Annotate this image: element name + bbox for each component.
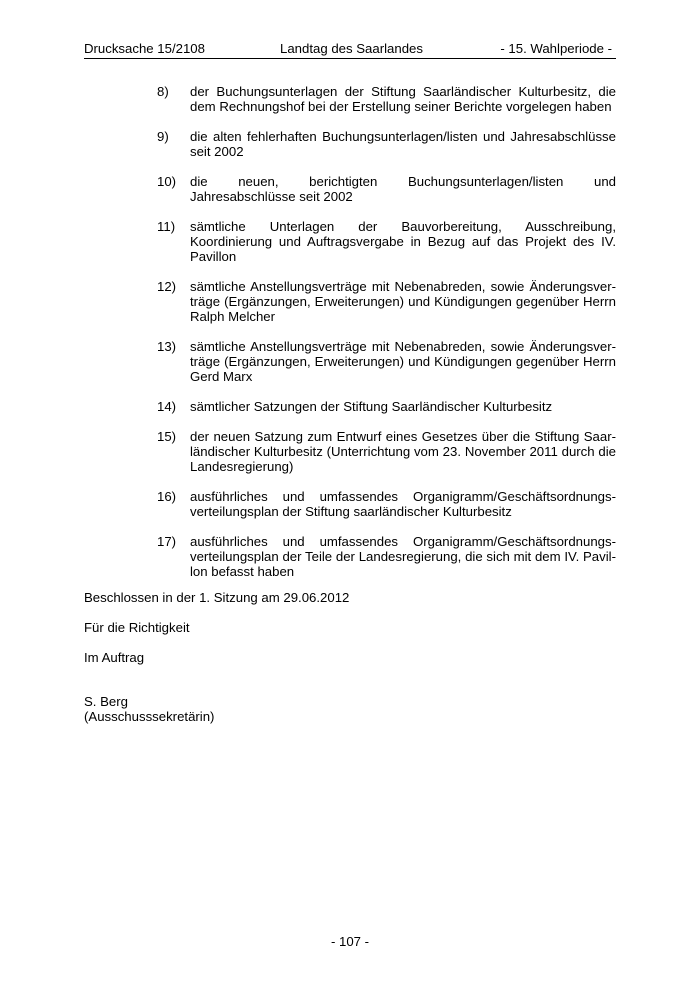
list-item-number: 15) <box>157 429 177 444</box>
list-item <box>157 129 616 159</box>
list-item-number: 14) <box>157 399 177 414</box>
page-number: - 107 - <box>330 934 370 949</box>
list-item-number: 17) <box>157 534 177 549</box>
legislative-period: - 15. Wahlperiode - <box>500 41 612 56</box>
list-item-text: ausführliches und umfassendes Organigramm/Geschäftsordnungsverteilungsplan der Stiftung saarländischer Kulturbesitz <box>190 489 616 519</box>
list-item-number: 13) <box>157 339 177 354</box>
list-item <box>157 174 616 204</box>
signatory-role: (Ausschusssekretärin) <box>84 709 215 724</box>
list-item <box>157 489 616 519</box>
list-item <box>157 84 616 114</box>
list-item-text: sämtliche Anstellungsverträge mit Nebenabreden, sowie Änderungsverträge (Ergänzungen, Erweiterungen) und Kündigungen gegenüber Herrn Ralph Melcher <box>190 279 616 324</box>
list-item-number: 8) <box>157 84 169 99</box>
list-item-number: 16) <box>157 489 177 504</box>
signatory-name: S. Berg <box>84 694 128 709</box>
list-item-text: sämtlicher Satzungen der Stiftung Saarländischer Kulturbesitz <box>190 399 553 414</box>
list-item-text: der neuen Satzung zum Entwurf eines Gesetzes über die Stiftung Saarländischer Kulturbesitz (Unterrichtung vom 23. November 2011 durch die Landesregierung) <box>190 429 616 474</box>
list-item-text: sämtliche Anstellungsverträge mit Nebenabreden, sowie Änderungsverträge (Ergänzungen, Erweiterungen) und Kündigungen gegenüber Herrn Gerd Marx <box>190 339 616 384</box>
certification-line: Für die Richtigkeit <box>84 620 190 635</box>
page-header <box>84 41 616 59</box>
list-item <box>157 279 616 324</box>
list-item-number: 10) <box>157 174 177 189</box>
list-item-number: 12) <box>157 279 177 294</box>
list-item <box>157 399 616 414</box>
list-item <box>157 339 616 384</box>
list-item-text: der Buchungsunterlagen der Stiftung Saarländischer Kulturbesitz, die dem Rechnungshof bei der Erstellung seiner Berichte vorgelegen haben <box>190 84 616 114</box>
list-item-text: die neuen, berichtigten Buchungsunterlagen/listen und Jahresabschlüsse seit 2002 <box>190 174 616 204</box>
list-item <box>157 219 616 264</box>
document-list <box>157 84 616 594</box>
list-item-text: ausführliches und umfassendes Organigramm/Geschäftsordnungsverteilungsplan der Teile der Landesregierung, die sich mit dem IV. Pavillon befasst haben <box>190 534 616 579</box>
resolution-statement: Beschlossen in der 1. Sitzung am 29.06.2012 <box>84 590 350 605</box>
document-number: Drucksache 15/2108 <box>84 41 205 56</box>
list-item-text: sämtliche Unterlagen der Bauvorbereitung, Ausschreibung, Koordinierung und Auftragsvergabe in Bezug auf das Projekt des IV. Pavillon <box>190 219 616 264</box>
list-item <box>157 534 616 579</box>
list-item <box>157 429 616 474</box>
list-item-text: die alten fehlerhaften Buchungsunterlagen/listen und Jahresabschlüsse seit 2002 <box>190 129 616 159</box>
parliament-name: Landtag des Saarlandes <box>280 41 423 56</box>
on-behalf-line: Im Auftrag <box>84 650 145 665</box>
list-item-number: 9) <box>157 129 169 144</box>
list-item-number: 11) <box>157 219 176 234</box>
